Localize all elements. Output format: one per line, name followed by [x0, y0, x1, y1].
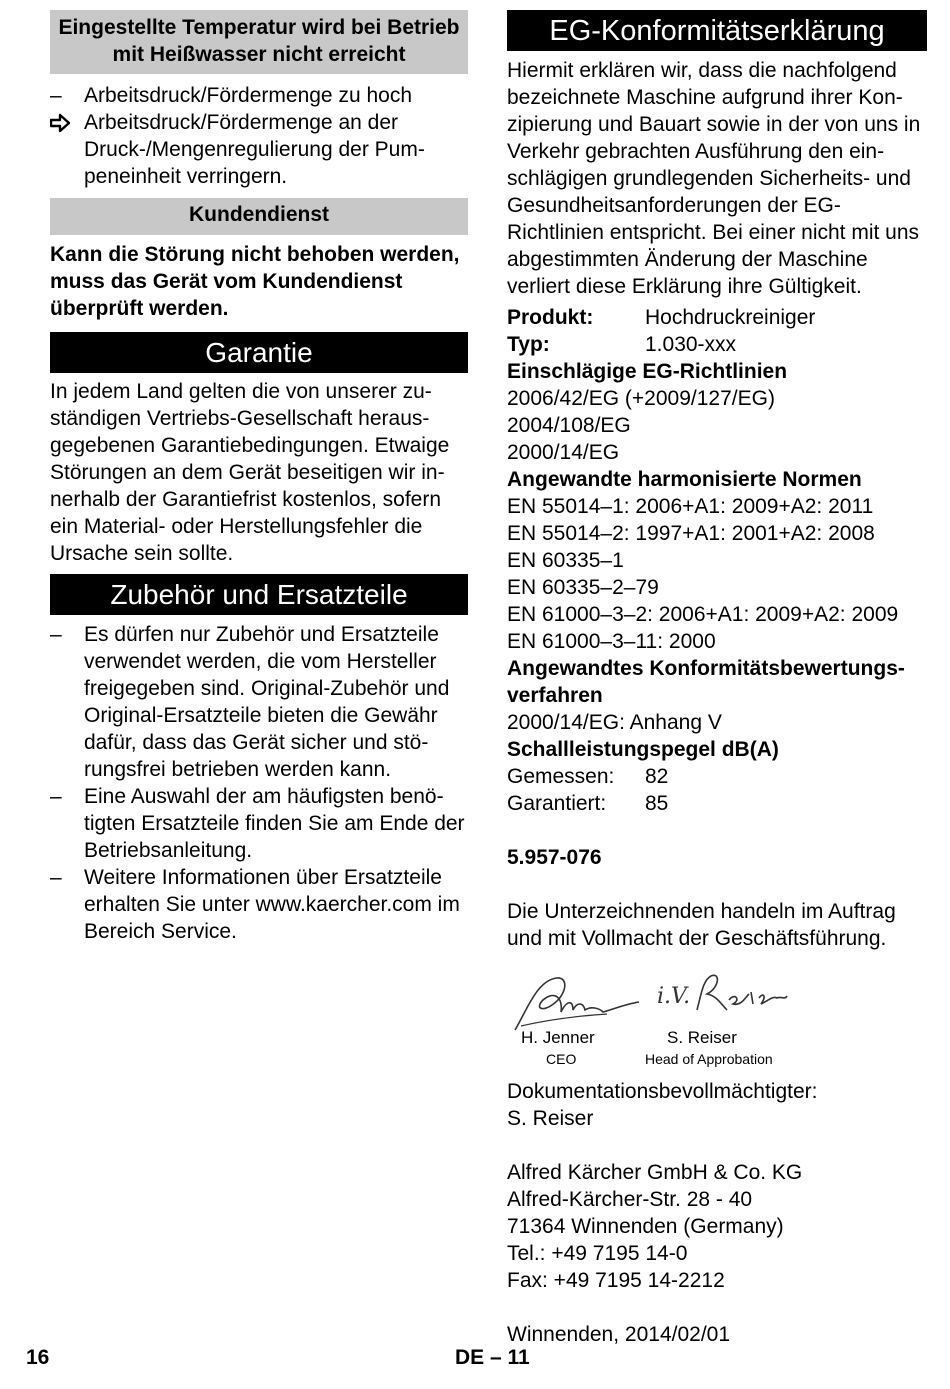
address-line: Alfred-Kärcher-Str. 28 - 40 — [507, 1188, 753, 1211]
right-column — [507, 10, 927, 1348]
produkt-value: Hochdruckreiniger — [645, 306, 816, 329]
arrow-right-icon — [50, 109, 84, 190]
remedy-item — [50, 109, 468, 190]
signer2-name: S. Reiser — [667, 1028, 737, 1047]
garantie-heading: Garantie — [50, 332, 468, 373]
verfahren-heading: Angewandtes Konformitätsbewertungsverfahren — [507, 657, 905, 707]
section-page-number: DE – 11 — [455, 1346, 530, 1369]
norm-item: EN 61000–3–2: 2006+A1: 2009+A2: 2009 — [507, 603, 899, 626]
dash-marker: – — [50, 785, 62, 808]
declaration-intro: Hiermit erklären wir, dass die nachfolgend bezeichnete Maschine aufgrund ihrer Konzipierung und Bauart sowie in der von uns in Verkehr gebrachten Ausführung den einschlägigen grundlegenden Sicherheits- und Gesundheitsanforderungen der EG-Richtlinien entspricht. Bei einer nicht mit uns abgestimmten Änderung der Maschine verliert diese Erklärung ihre Gültigkeit. — [507, 59, 921, 298]
dash-marker: – — [50, 623, 62, 646]
signature-reiser — [689, 970, 789, 1020]
normen-heading: Angewandte harmonisierte Normen — [507, 468, 862, 491]
dash-marker: – — [50, 866, 62, 889]
typ-row — [507, 331, 927, 358]
richtlinie-item: 2006/42/EG (+2009/127/EG) — [507, 387, 775, 410]
list-item — [50, 621, 468, 783]
norm-item: EN 60335–1 — [507, 549, 624, 572]
signer1-role: CEO — [546, 1051, 577, 1067]
garantiert-label: Garantiert: — [507, 792, 607, 815]
list-item — [50, 864, 468, 945]
garantiert-value: 85 — [645, 792, 669, 815]
norm-item: EN 55014–1: 2006+A1: 2009+A2: 2011 — [507, 495, 874, 518]
list-item — [50, 783, 468, 864]
signer2-prefix: i.V. — [657, 984, 691, 1009]
address-line: Tel.: +49 7195 14-0 — [507, 1242, 688, 1265]
bevollmaechtigter-name: S. Reiser — [507, 1107, 594, 1130]
dash-marker: – — [50, 84, 62, 107]
unterzeichner-text: Die Unterzeichnenden handeln im Auftrag und mit Vollmacht der Geschäftsführung. — [507, 900, 896, 950]
troubleshoot-heading: Eingestellte Temperatur wird bei Betrieb mit Heißwasser nicht erreicht — [50, 10, 468, 74]
bevollmaechtigter-label: Dokumentationsbevollmächtigter: — [507, 1080, 818, 1103]
cause-text: Arbeitsdruck/Fördermenge zu hoch — [84, 84, 412, 107]
kundendienst-text: Kann die Störung nicht behoben werden, muss das Gerät vom Kundendienst überprüft werden. — [50, 243, 460, 320]
page-number: 16 — [26, 1346, 50, 1369]
verfahren-value: 2000/14/EG: Anhang V — [507, 711, 722, 734]
richtlinien-heading: Einschlägige EG-Richtlinien — [507, 360, 788, 383]
signer1-name: H. Jenner — [521, 1028, 595, 1047]
document-number: 5.957-076 — [507, 846, 602, 869]
address-line: Fax: +49 7195 14-2212 — [507, 1269, 725, 1292]
garantie-text: In jedem Land gelten die von unserer zuständigen Vertriebs-Gesellschaft herausgegebenen Garantiebedingungen. Etwaige Störungen an dem Gerät beseitigen wir innerhalb der Garantiefrist kostenlos, sofern ein Material- oder Herstellungsfehler die Ursache sein sollte. — [50, 380, 450, 565]
gemessen-label: Gemessen: — [507, 765, 615, 788]
address-line: 71364 Winnenden (Germany) — [507, 1215, 784, 1238]
richtlinie-item: 2000/14/EG — [507, 441, 620, 464]
left-column — [50, 10, 468, 945]
list-item-text: Weitere Informationen über Ersatzteile erhalten Sie unter www.kaercher.com im Bereich Service. — [84, 866, 460, 943]
norm-item: EN 61000–3–11: 2000 — [507, 630, 716, 653]
produkt-row — [507, 304, 927, 331]
zubehoer-heading: Zubehör und Ersatzteile — [50, 574, 468, 615]
kundendienst-heading: Kundendienst — [50, 198, 468, 235]
richtlinie-item: 2004/108/EG — [507, 414, 631, 437]
gemessen-value: 82 — [645, 765, 669, 788]
norm-item: EN 55014–2: 1997+A1: 2001+A2: 2008 — [507, 522, 875, 545]
garantiert-row — [507, 790, 927, 817]
list-item-text: Eine Auswahl der am häufigsten benötigten Ersatzteile finden Sie am Ende der Betriebsanleitung. — [84, 785, 465, 862]
remedy-text: Arbeitsdruck/Fördermenge an der Druck-/Mengenregulierung der Pumpeneinheit verringern. — [84, 111, 425, 188]
norm-item: EN 60335–2–79 — [507, 576, 659, 599]
signature-block — [507, 970, 927, 1070]
eg-heading: EG-Konformitätserklärung — [507, 10, 927, 51]
schall-heading: Schallleistungspegel dB(A) — [507, 738, 779, 761]
typ-label: Typ: — [507, 333, 550, 356]
cause-item — [50, 82, 468, 109]
address-line: Alfred Kärcher GmbH & Co. KG — [507, 1161, 803, 1184]
place-date: Winnenden, 2014/02/01 — [507, 1323, 731, 1346]
produkt-label: Produkt: — [507, 306, 594, 329]
typ-value: 1.030-xxx — [645, 333, 737, 356]
gemessen-row — [507, 763, 927, 790]
signer2-role: Head of Approbation — [645, 1051, 773, 1067]
list-item-text: Es dürfen nur Zubehör und Ersatzteile verwendet werden, die vom Hersteller freigegeben sind. Original-Zubehör und Original-Ersatzteile bieten die Gewähr dafür, dass das Gerät sicher und störungsfrei betrieben werden kann. — [84, 623, 450, 781]
